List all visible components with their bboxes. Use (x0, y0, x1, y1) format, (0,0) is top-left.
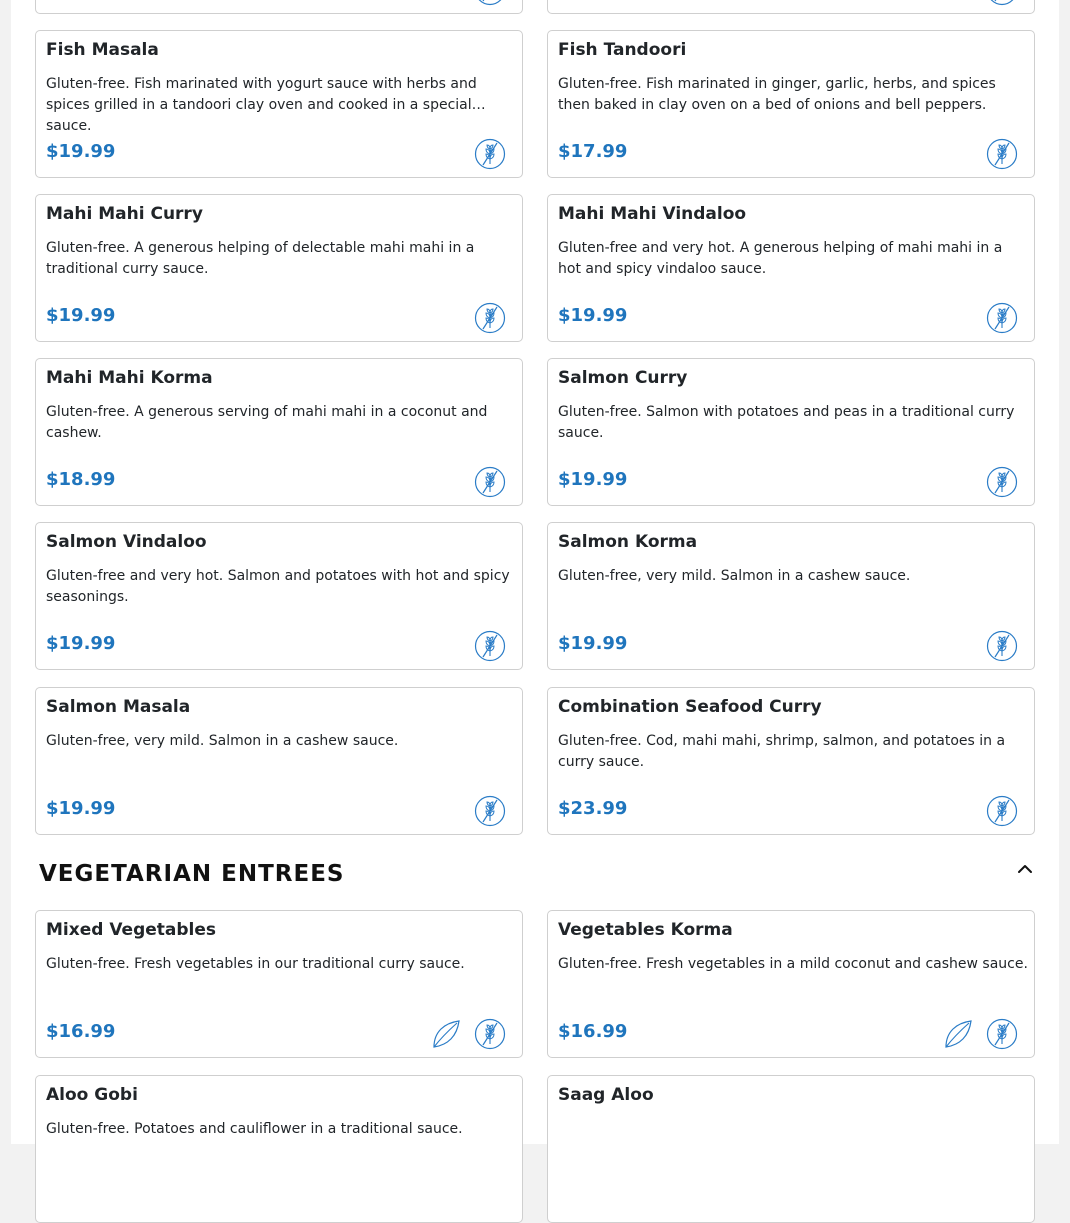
item-price: $18.99 (46, 469, 116, 490)
vegetarian-leaf-icon (942, 1018, 974, 1050)
item-price: $19.99 (558, 469, 628, 490)
item-name: Salmon Masala (46, 697, 191, 717)
gluten-free-icon (474, 1018, 506, 1050)
gluten-free-icon (474, 795, 506, 827)
item-name: Vegetables Korma (558, 920, 733, 940)
section-collapse-button[interactable] (1015, 860, 1035, 878)
item-name: Mahi Mahi Curry (46, 204, 203, 224)
menu-item-card[interactable] (547, 1075, 1035, 1223)
item-price: $19.99 (46, 798, 116, 819)
item-description: Gluten-free. Salmon with potatoes and peas in a traditional curry sauce. (558, 404, 1015, 441)
item-description: Gluten-free. Fish marinated with yogurt sauce with herbs and spices grilled in a tandoori clay oven and cooked in a special sauce. (46, 76, 477, 134)
gluten-free-icon (986, 138, 1018, 170)
menu-item-card[interactable] (547, 30, 1035, 178)
item-name: Salmon Korma (558, 532, 698, 552)
item-name: Salmon Curry (558, 368, 688, 388)
item-name: Mahi Mahi Korma (46, 368, 213, 388)
item-description: Gluten-free. Fresh vegetables in a mild coconut and cashew sauce. (558, 956, 1028, 972)
menu-item-card[interactable] (547, 358, 1035, 506)
item-name: Fish Masala (46, 40, 159, 60)
item-price: $17.99 (558, 141, 628, 162)
item-description: Gluten-free and very hot. A generous helping of mahi mahi in a hot and spicy vindaloo sauce. (558, 240, 1003, 277)
item-name: Saag Aloo (558, 1085, 654, 1105)
menu-item-card[interactable] (35, 522, 523, 670)
menu-item-card[interactable] (547, 687, 1035, 835)
menu-item-card[interactable] (35, 910, 523, 1058)
gluten-free-icon (986, 302, 1018, 334)
item-description: Gluten-free. Fish marinated in ginger, garlic, herbs, and spices then baked in clay oven on a bed of onions and bell peppers. (558, 76, 996, 113)
menu-item-card[interactable] (547, 522, 1035, 670)
menu-item-card[interactable] (547, 0, 1035, 14)
gluten-free-icon (986, 1018, 1018, 1050)
item-description: Gluten-free. Potatoes and cauliflower in a traditional sauce. (46, 1121, 463, 1137)
item-description: Gluten-free, very mild. Salmon in a cashew sauce. (46, 733, 399, 749)
gluten-free-icon (986, 795, 1018, 827)
gluten-free-icon (986, 0, 1018, 6)
menu-item-card[interactable] (547, 194, 1035, 342)
item-price: $19.99 (46, 141, 116, 162)
item-name: Salmon Vindaloo (46, 532, 207, 552)
item-name: Mahi Mahi Vindaloo (558, 204, 747, 224)
item-name: Fish Tandoori (558, 40, 687, 60)
gluten-free-icon (474, 0, 506, 6)
item-description: Gluten-free. A generous serving of mahi mahi in a coconut and cashew. (46, 404, 488, 441)
vegetarian-leaf-icon (430, 1018, 462, 1050)
item-description: Gluten-free. A generous helping of delectable mahi mahi in a traditional curry sauce. (46, 240, 475, 277)
gluten-free-icon (474, 466, 506, 498)
gluten-free-icon (474, 630, 506, 662)
item-description: Gluten-free and very hot. Salmon and potatoes with hot and spicy seasonings. (46, 568, 510, 605)
item-price: $19.99 (46, 305, 116, 326)
item-description: Gluten-free, very mild. Salmon in a cashew sauce. (558, 568, 911, 584)
item-name: Aloo Gobi (46, 1085, 138, 1105)
item-name: Mixed Vegetables (46, 920, 217, 940)
item-description: Gluten-free. Fresh vegetables in our traditional curry sauce. (46, 956, 465, 972)
item-name: Combination Seafood Curry (558, 697, 822, 717)
menu-item-card[interactable] (35, 687, 523, 835)
item-price: $19.99 (558, 633, 628, 654)
menu-item-card[interactable] (35, 1075, 523, 1223)
gluten-free-icon (986, 630, 1018, 662)
item-price: $19.99 (558, 305, 628, 326)
item-price: $23.99 (558, 798, 628, 819)
menu-item-card[interactable] (35, 194, 523, 342)
chevron-up-icon (1017, 864, 1033, 874)
gluten-free-icon (474, 138, 506, 170)
item-price: $16.99 (558, 1021, 628, 1042)
menu-item-card[interactable] (35, 358, 523, 506)
menu-item-card[interactable] (35, 0, 523, 14)
gluten-free-icon (986, 466, 1018, 498)
gluten-free-icon (474, 302, 506, 334)
item-price: $16.99 (46, 1021, 116, 1042)
menu-item-card[interactable] (547, 910, 1035, 1058)
item-price: $19.99 (46, 633, 116, 654)
section-title-vegetarian-entrees: VEGETARIAN ENTREES (39, 861, 345, 887)
item-description: Gluten-free. Cod, mahi mahi, shrimp, salmon, and potatoes in a curry sauce. (558, 733, 1006, 770)
menu-item-card[interactable] (35, 30, 523, 178)
